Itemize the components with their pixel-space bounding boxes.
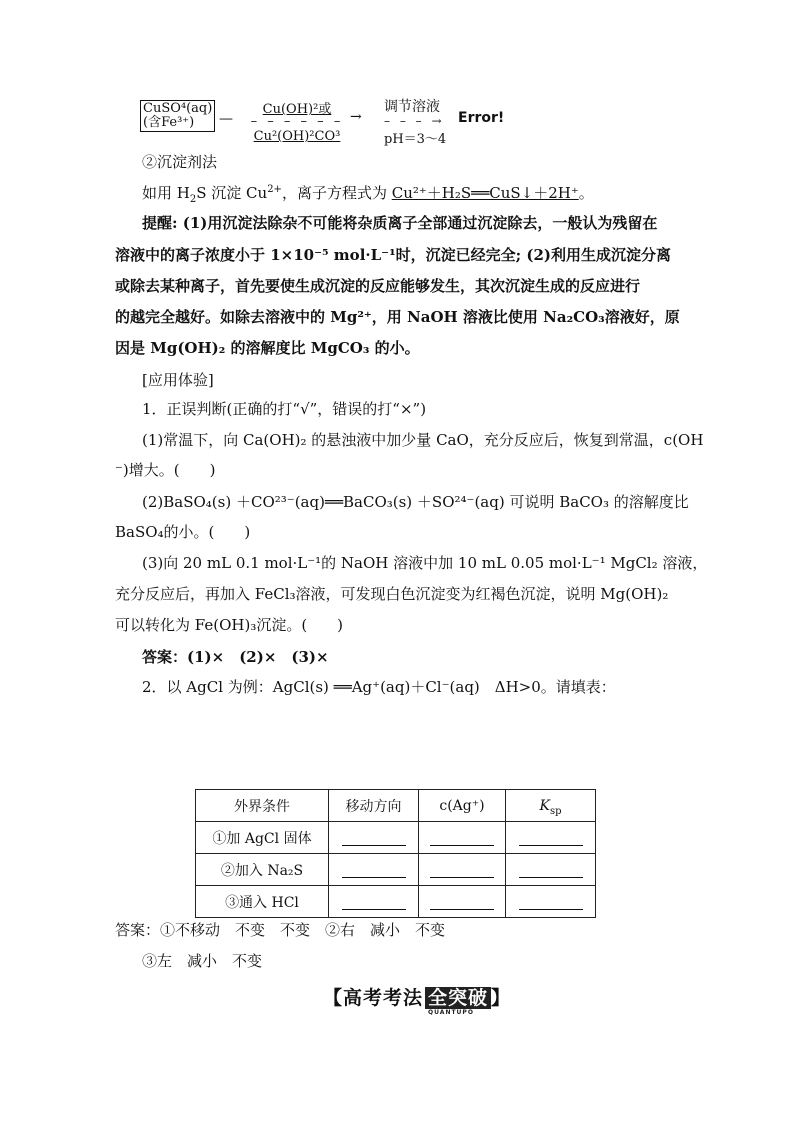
box-line-1: CuSO⁴(aq) bbox=[143, 101, 213, 116]
cuso4-box bbox=[140, 100, 215, 132]
method2-equation: Cu²⁺＋H₂S══CuS↓＋2H⁺ bbox=[391, 184, 579, 202]
q1-s2-line-1: (2)BaSO₄(s) ＋CO²³⁻(aq)══BaCO₃(s) ＋SO²⁴⁻(aq) 可说明 BaCO₃ 的溶解度比 bbox=[142, 493, 689, 511]
q1-s1-line-1: (1)常温下，向 Ca(OH)₂ 的悬浊液中加少量 CaO，充分反应后，恢复到常温，c(OH bbox=[142, 431, 704, 449]
table-cell-condition: ①加 AgCl 固体 bbox=[196, 822, 329, 854]
flow-right-dashes: – – – → bbox=[384, 114, 445, 128]
q1-s2-line-2: BaSO₄的小。( ) bbox=[115, 523, 251, 541]
equilibrium-table bbox=[195, 789, 596, 918]
banner-chip-text: 全突破 bbox=[428, 987, 489, 1009]
flow-middle bbox=[242, 98, 352, 144]
method2-line: 如用 $H_2S$ 沉淀 $Cu^{2+}$，离子方程式为 Cu²⁺＋H₂S══CuS↓＋2H⁺。 bbox=[142, 184, 594, 205]
flow-dash-1: — bbox=[219, 111, 236, 127]
answer2-line-1: 答案：①不移动 不变 不变 ②右 减小 不变 bbox=[115, 921, 446, 939]
table-row bbox=[196, 886, 596, 918]
table-cell-blank bbox=[506, 886, 596, 918]
flow-right bbox=[384, 96, 446, 147]
table-header: c(Ag⁺) bbox=[419, 790, 506, 822]
banner-right: 】 bbox=[491, 987, 512, 1009]
answer2-line-2: ③左 减小 不变 bbox=[142, 952, 263, 970]
table-row bbox=[196, 822, 596, 854]
table-cell-condition: ③通入 HCl bbox=[196, 886, 329, 918]
table-header: 移动方向 bbox=[329, 790, 419, 822]
flow-right-top: 调节溶液 bbox=[384, 99, 440, 115]
table-cell-blank bbox=[329, 854, 419, 886]
banner-chip bbox=[425, 987, 491, 1016]
table-header-row bbox=[196, 790, 596, 822]
q1-title: 1．正误判断(正确的打“√”，错误的打“×”) bbox=[142, 400, 427, 418]
method2-post: ，离子方程式为 bbox=[281, 184, 392, 202]
method2-end: 。 bbox=[578, 184, 594, 202]
q2-title: 2．以 AgCl 为例：AgCl(s) ══Ag⁺(aq)＋Cl⁻(aq) ΔH>0。请填表： bbox=[142, 678, 616, 696]
method2-mid: S 沉淀 Cu bbox=[196, 184, 268, 202]
tip-line-4: 的越完全越好。如除去溶液中的 Mg²⁺，用 NaOH 溶液比使用 Na₂CO₃溶液好，原 bbox=[115, 308, 680, 326]
table-cell-blank bbox=[419, 854, 506, 886]
table-cell-blank bbox=[419, 886, 506, 918]
table-cell-blank bbox=[329, 822, 419, 854]
section-banner bbox=[323, 983, 512, 1016]
method2-heading: ②沉淀剂法 bbox=[142, 153, 218, 171]
flow-mid-dashes: – – – – – – bbox=[250, 114, 344, 129]
table-header: 外界条件 bbox=[196, 790, 329, 822]
table-cell-blank bbox=[329, 886, 419, 918]
flow-mid-bottom: Cu²(OH)²CO³ bbox=[253, 129, 341, 144]
table-cell-condition: ②加入 Na₂S bbox=[196, 854, 329, 886]
flow-mid-top: Cu(OH)²或 bbox=[262, 102, 332, 117]
tip-line-5: 因是 Mg(OH)₂ 的溶解度比 MgCO₃ 的小。 bbox=[115, 339, 420, 357]
flow-result: Error! bbox=[458, 110, 505, 126]
table-header-ksp: $K_{sp}$ bbox=[506, 790, 596, 822]
q1-s3-line-2: 充分反应后，再加入 FeCl₃溶液，可发现白色沉淀变为红褐色沉淀，说明 Mg(OH)₂ bbox=[115, 585, 669, 603]
banner-left: 【高考考法 bbox=[323, 987, 424, 1009]
box-line-2: (含Fe³⁺) bbox=[143, 115, 195, 130]
table-cell-blank bbox=[506, 854, 596, 886]
apply-heading: [应用体验] bbox=[142, 371, 214, 389]
tip-line-3: 或除去某种离子，首先要使生成沉淀的反应能够发生，其次沉淀生成的反应进行 bbox=[115, 277, 641, 295]
flow-arrow-1: → bbox=[350, 109, 362, 125]
tip-line-2: 溶液中的离子浓度小于 1×10⁻⁵ mol·L⁻¹时，沉淀已经完全; (2)利用生成沉淀分离 bbox=[115, 246, 672, 264]
table-cell-blank bbox=[419, 822, 506, 854]
tip-line-1: 提醒: (1)用沉淀法除杂不可能将杂质离子全部通过沉淀除去，一般认为残留在 bbox=[142, 214, 658, 232]
q1-answer: 答案：(1)× (2)× (3)× bbox=[142, 648, 329, 666]
table-cell-blank bbox=[506, 822, 596, 854]
flow-right-bottom: pH＝3～4 bbox=[384, 132, 447, 147]
q1-s1-line-2: ⁻)增大。( ) bbox=[115, 461, 216, 479]
q1-s3-line-3: 可以转化为 Fe(OH)₃沉淀。( ) bbox=[115, 616, 344, 634]
banner-chip-small: QUANTUPO bbox=[428, 1009, 474, 1016]
table-row bbox=[196, 854, 596, 886]
q1-s3-line-1: (3)向 20 mL 0.1 mol·L⁻¹的 NaOH 溶液中加 10 mL 0.05 mol·L⁻¹ MgCl₂ 溶液， bbox=[142, 554, 708, 572]
method2-pre: 如用 H bbox=[142, 184, 190, 202]
